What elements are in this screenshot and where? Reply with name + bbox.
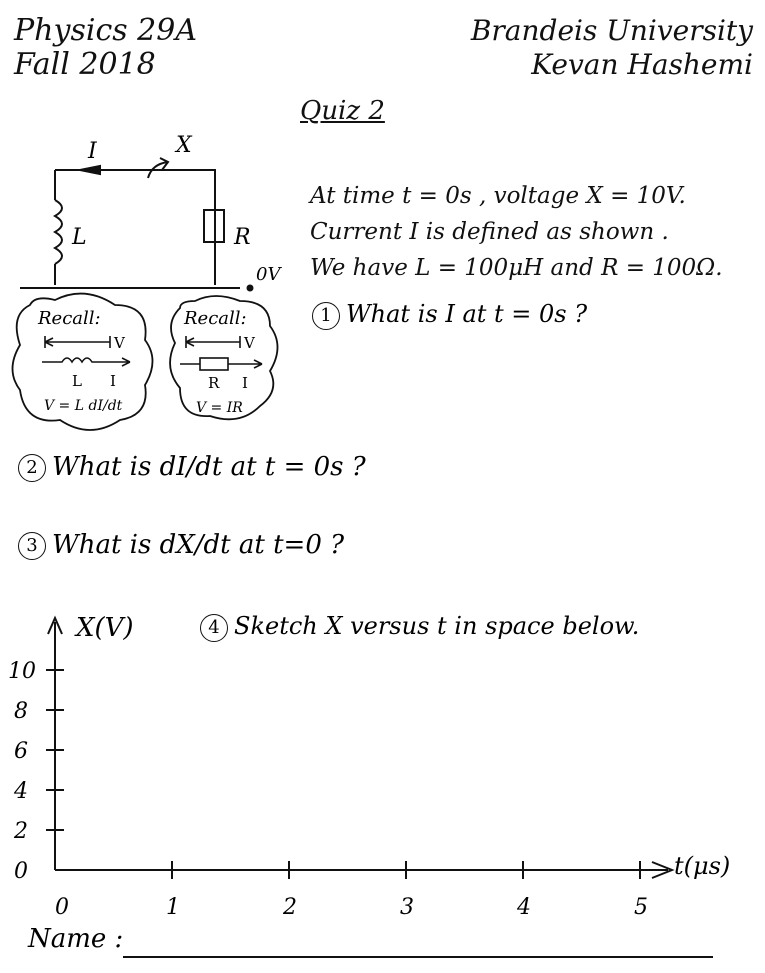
recall-inductor-formula: V = L dI/dt bbox=[44, 398, 123, 414]
x-axis-label: t(μs) bbox=[674, 852, 731, 880]
y-tick-label: 2 bbox=[14, 819, 28, 844]
prompt-line: We have L = 100μH and R = 100Ω. bbox=[310, 255, 723, 281]
name-underline[interactable] bbox=[123, 956, 713, 958]
problem-statement bbox=[310, 178, 723, 286]
y-axis-label: X(V) bbox=[76, 613, 134, 643]
name-field[interactable] bbox=[28, 924, 123, 954]
question-number: 4 bbox=[200, 614, 228, 642]
course-term: Fall 2018 bbox=[14, 47, 156, 82]
y-tick-label: 10 bbox=[8, 659, 36, 684]
x-tick-label: 4 bbox=[517, 895, 531, 920]
recall-inductor-l: L bbox=[72, 372, 82, 390]
resistor-label: R bbox=[234, 225, 251, 250]
y-tick-label: 0 bbox=[14, 859, 28, 884]
course-name: Physics 29A bbox=[14, 13, 198, 48]
x-tick-label: 1 bbox=[166, 895, 180, 920]
question-number: 1 bbox=[312, 302, 340, 330]
x-tick-label: 2 bbox=[283, 895, 297, 920]
current-arrow bbox=[80, 166, 100, 174]
recall-inductor-i: I bbox=[110, 372, 116, 390]
voltage-label: X bbox=[176, 133, 192, 158]
y-tick-label: 6 bbox=[14, 739, 28, 764]
recall-resistor-title: Recall: bbox=[184, 308, 247, 329]
question-text: What is dX/dt at t=0 ? bbox=[52, 530, 345, 560]
question-3 bbox=[18, 530, 344, 560]
ground-label: 0V bbox=[256, 264, 281, 285]
y-tick-label: 8 bbox=[14, 699, 28, 724]
name-label: Name : bbox=[28, 924, 124, 954]
question-text: What is dI/dt at t = 0s ? bbox=[52, 452, 366, 482]
question-number: 3 bbox=[18, 532, 46, 560]
circuit-diagram bbox=[0, 120, 300, 440]
recall-inductor-title: Recall: bbox=[38, 308, 101, 329]
quiz-title: Quiz 2 bbox=[300, 96, 385, 126]
question-text: Sketch X versus t in space below. bbox=[234, 612, 640, 640]
recall-resistor-r: R bbox=[208, 374, 220, 392]
x-tick-label: 5 bbox=[634, 895, 648, 920]
question-2 bbox=[18, 452, 366, 482]
recall-resistor-i: I bbox=[242, 374, 248, 392]
recall-resistor-formula: V = IR bbox=[196, 400, 243, 416]
recall-resistor-v: V bbox=[244, 334, 255, 352]
prompt-line: Current I is defined as shown . bbox=[310, 219, 669, 245]
recall-inductor-bubble bbox=[13, 294, 153, 430]
x-tick-label: 0 bbox=[55, 895, 69, 920]
x-tick-label: 3 bbox=[400, 895, 414, 920]
instructor-name: Kevan Hashemi bbox=[531, 48, 753, 81]
question-number: 2 bbox=[18, 454, 46, 482]
question-text: What is I at t = 0s ? bbox=[346, 300, 588, 328]
recall-resistor-bubble bbox=[170, 296, 277, 419]
sketch-graph bbox=[0, 600, 765, 920]
inductor-symbol bbox=[55, 200, 62, 264]
course-heading bbox=[14, 14, 197, 82]
university-name: Brandeis University bbox=[470, 14, 753, 47]
current-label: I bbox=[88, 139, 97, 164]
question-1 bbox=[312, 300, 587, 330]
institution-heading bbox=[471, 14, 753, 82]
recall-inductor-v: V bbox=[114, 334, 125, 352]
inductor-label: L bbox=[72, 225, 87, 250]
voltage-pointer bbox=[148, 158, 168, 178]
prompt-line: At time t = 0s , voltage X = 10V. bbox=[310, 183, 686, 209]
y-tick-label: 4 bbox=[14, 779, 28, 804]
